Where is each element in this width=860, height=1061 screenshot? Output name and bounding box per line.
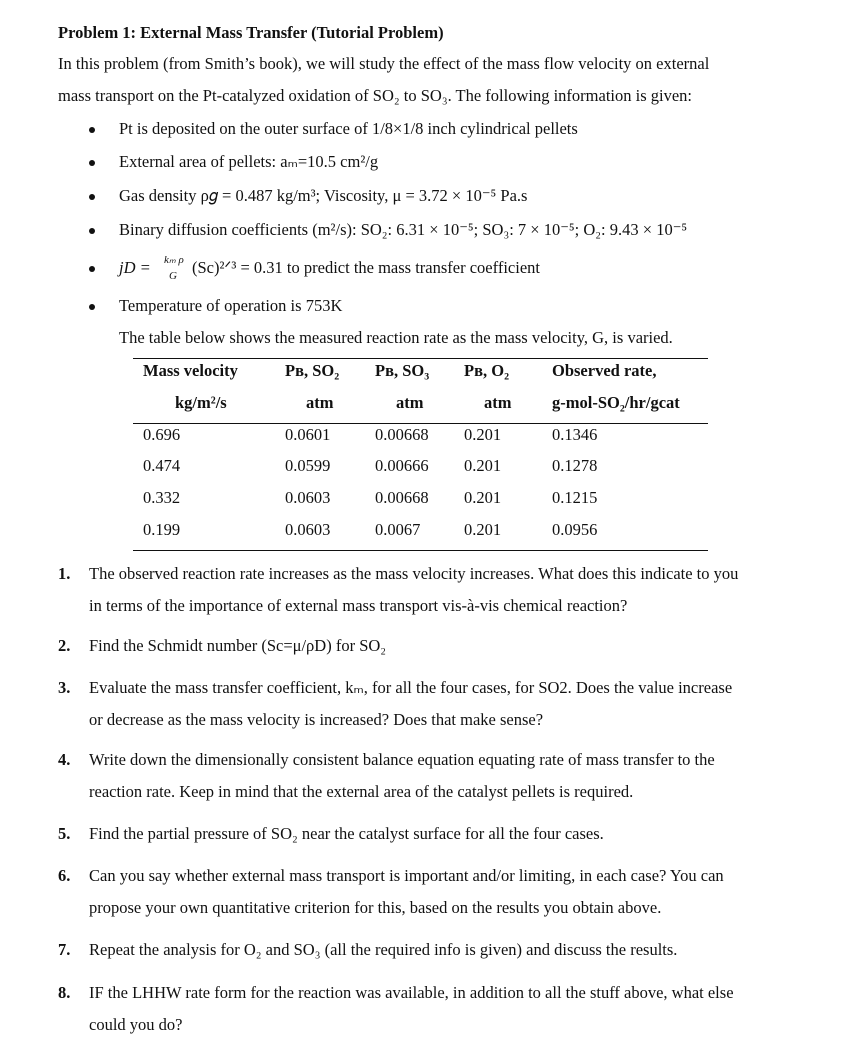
table-cell: 0.1346 [552,425,598,444]
table-cell: 0.201 [464,456,502,475]
table-cell: 0.474 [143,456,181,475]
column-header: Pʙ, SO₂ [285,361,340,380]
table-cell: 0.332 [143,488,181,507]
table-cell: 0.201 [464,425,502,444]
bullet-text: Temperature of operation is 753K [119,296,343,315]
intro-line: In this problem (from Smith’s book), we will study the effect of the mass flow velocity on external [58,54,710,73]
table-rule-mid [133,423,708,424]
question-number: 1. [58,564,71,583]
question-text: Repeat the analysis for O₂ and SO₃ (all the required info is given) and discuss the results. [89,940,678,959]
table-cell: 0.0603 [285,488,331,507]
table-cell: 0.696 [143,425,181,444]
column-header: Pʙ, O₂ [464,361,510,380]
bullet-icon [89,266,95,272]
bullet-text: Gas density ρ𝑔 = 0.487 kg/m³; Viscosity, μ = 3.72 × 10⁻⁵ Pa.s [119,186,528,205]
formula-lhs: jD = [119,258,151,277]
question-number: 3. [58,678,71,697]
intro-line: mass transport on the Pt-catalyzed oxidation of SO₂ to SO₃. The following information is given: [58,86,692,105]
table-cell: 0.1278 [552,456,598,475]
question-text: IF the LHHW rate form for the reaction was available, in addition to all the stuff above, what else [89,983,734,1002]
table-cell: 0.201 [464,488,502,507]
table-cell: 0.00668 [375,488,429,507]
table-cell: 0.00666 [375,456,429,475]
bullet-text: Binary diffusion coefficients (m²/s): SO₂: 6.31 × 10⁻⁵; SO₃: 7 × 10⁻⁵; O₂: 9.43 × 10⁻⁵ [119,220,688,239]
question-number: 6. [58,866,71,885]
table-cell: 0.199 [143,520,181,539]
formula-denominator: G [169,270,177,282]
problem-title: Problem 1: External Mass Transfer (Tutorial Problem) [58,23,444,42]
column-header: Pʙ, SO₃ [375,361,430,380]
question-text: Find the Schmidt number (Sc=μ/ρD) for SO₂ [89,636,387,655]
question-text: Write down the dimensionally consistent balance equation equating rate of mass transfer to the [89,750,715,769]
table-rule-bottom [133,550,708,551]
table-cell: 0.0603 [285,520,331,539]
table-rule-top [133,358,708,359]
bullet-icon [89,228,95,234]
column-unit: g-mol-SO₂/hr/gcat [552,393,680,412]
question-text: reaction rate. Keep in mind that the external area of the catalyst pellets is required. [89,782,634,801]
bullet-text: Pt is deposited on the outer surface of 1/8×1/8 inch cylindrical pellets [119,119,578,138]
table-cell: 0.00668 [375,425,429,444]
question-text: propose your own quantitative criterion for this, based on the results you obtain above. [89,898,662,917]
question-number: 2. [58,636,71,655]
column-unit: atm [396,393,424,412]
bullet-text: External area of pellets: aₘ=10.5 cm²/g [119,152,379,171]
table-cell: 0.201 [464,520,502,539]
table-cell: 0.1215 [552,488,598,507]
question-text: Evaluate the mass transfer coefficient, kₘ, for all the four cases, for SO2. Does the value increase [89,678,733,697]
column-unit: atm [484,393,512,412]
question-text: in terms of the importance of external mass transport vis-à-vis chemical reaction? [89,596,628,615]
question-number: 7. [58,940,71,959]
table-cell: 0.0956 [552,520,598,539]
column-unit: kg/m²/s [175,393,227,412]
bullet-icon [89,304,95,310]
bullet-icon [89,194,95,200]
table-caption: The table below shows the measured reaction rate as the mass velocity, G, is varied. [119,328,673,347]
table-cell: 0.0601 [285,425,331,444]
table-cell: 0.0599 [285,456,331,475]
question-text: Find the partial pressure of SO₂ near the catalyst surface for all the four cases. [89,824,604,843]
column-header: Mass velocity [143,361,238,380]
table-cell: 0.0067 [375,520,421,539]
question-number: 4. [58,750,71,769]
question-text: or decrease as the mass velocity is increased? Does that make sense? [89,710,544,729]
bullet-icon [89,160,95,166]
formula-rest: (Sc)²ᐟ³ = 0.31 to predict the mass transfer coefficient [192,258,540,277]
column-header: Observed rate, [552,361,657,380]
bullet-icon [89,127,95,133]
question-number: 5. [58,824,71,843]
question-text: could you do? [89,1015,183,1034]
question-text: The observed reaction rate increases as the mass velocity increases. What does this indicate to you [89,564,739,583]
column-unit: atm [306,393,334,412]
question-number: 8. [58,983,71,1002]
formula-numerator: kₘ ρ [164,254,184,266]
question-text: Can you say whether external mass transport is important and/or limiting, in each case? You can [89,866,724,885]
